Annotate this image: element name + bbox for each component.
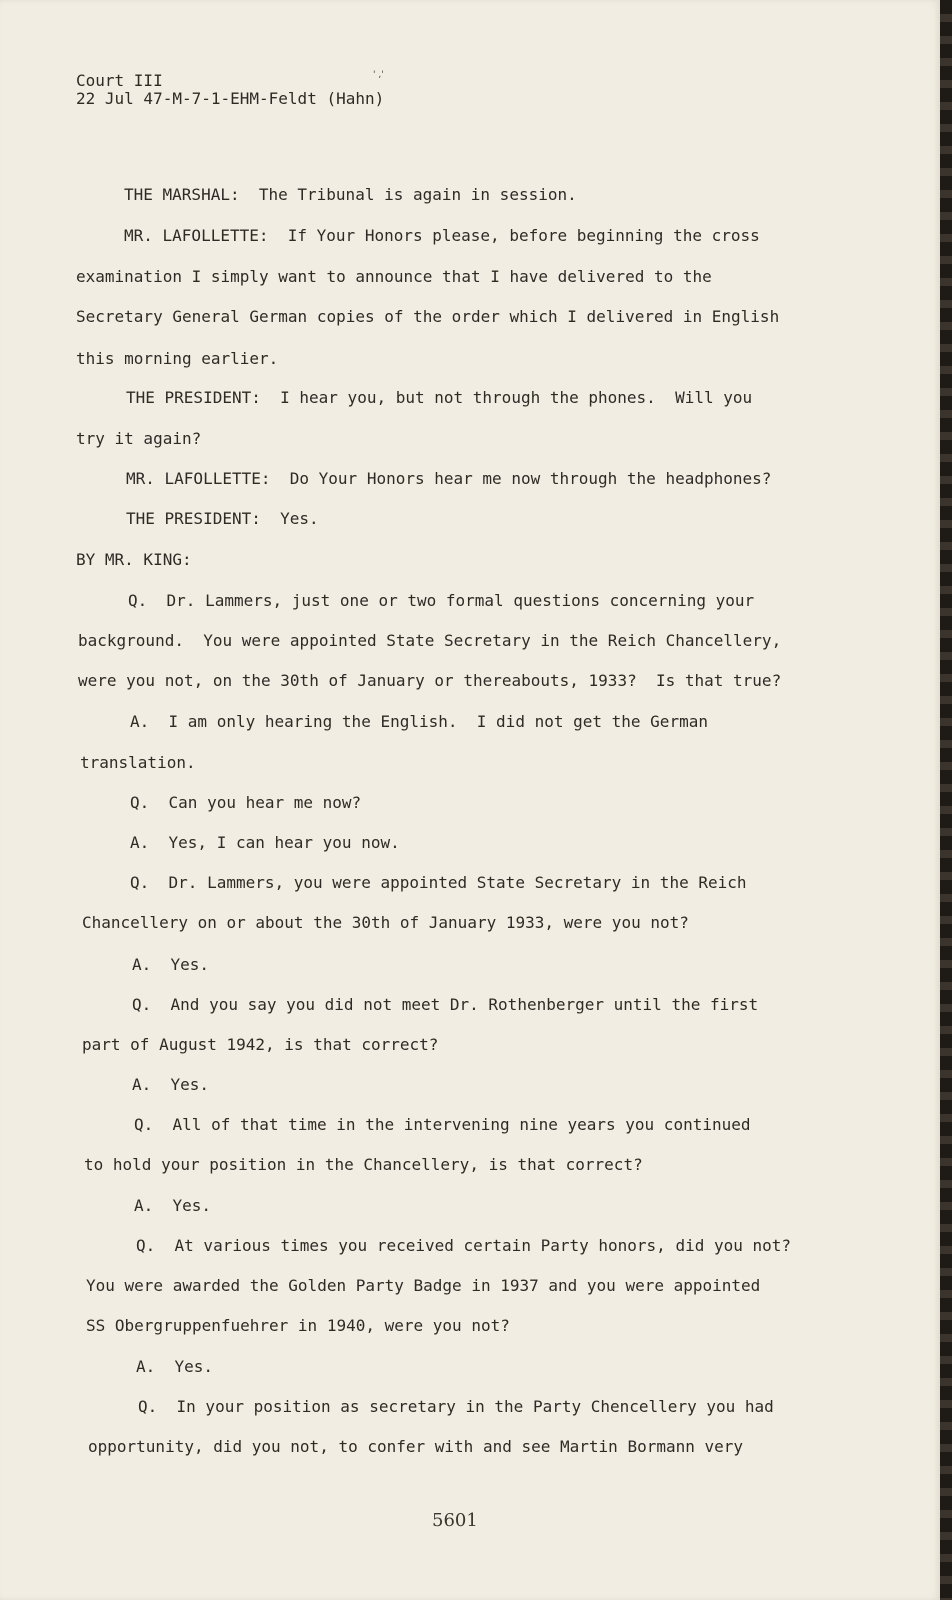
transcript-line: were you not, on the 30th of January or thereabouts, 1933? Is that true? <box>78 671 782 690</box>
transcript-line: examination I simply want to announce that I have delivered to the <box>76 267 712 286</box>
transcript-line: MR. LAFOLLETTE: If Your Honors please, before beginning the cross <box>124 226 760 245</box>
transcript-line: Q. Dr. Lammers, just one or two formal questions concerning your <box>128 591 755 610</box>
transcript-line: A. Yes. <box>136 1357 214 1376</box>
transcript-line: Q. At various times you received certain Party honors, did you not? <box>136 1236 792 1255</box>
document-header <box>76 72 384 108</box>
binding-edge <box>940 0 952 1600</box>
transcript-line: Q. Dr. Lammers, you were appointed State Secretary in the Reich <box>130 873 747 892</box>
transcript-line: translation. <box>80 753 196 772</box>
transcript-line: background. You were appointed State Secretary in the Reich Chancellery, <box>78 631 782 650</box>
page-number: 5601 <box>432 1510 478 1531</box>
transcript-line: opportunity, did you not, to confer with and see Martin Bormann very <box>88 1437 744 1456</box>
transcript-line: Q. And you say you did not meet Dr. Rothenberger until the first <box>132 995 759 1014</box>
transcript-line: to hold your position in the Chancellery, is that correct? <box>84 1155 643 1174</box>
transcript-line: Q. In your position as secretary in the Party Chencellery you had <box>138 1397 774 1416</box>
transcript-line: SS Obergruppenfuehrer in 1940, were you not? <box>86 1316 510 1335</box>
header-court: Court III <box>76 71 163 90</box>
handwritten-tick-marks: ' ,' <box>373 70 384 80</box>
transcript-line: part of August 1942, is that correct? <box>82 1035 439 1054</box>
transcript-line: A. I am only hearing the English. I did not get the German <box>130 712 708 731</box>
transcript-line: Q. Can you hear me now? <box>130 793 362 812</box>
transcript-line: Q. All of that time in the intervening nine years you continued <box>134 1115 751 1134</box>
transcript-line: try it again? <box>76 429 202 448</box>
transcript-line: A. Yes. <box>134 1196 212 1215</box>
transcript-line: this morning earlier. <box>76 349 279 368</box>
examiner-heading: BY MR. KING: <box>76 550 192 569</box>
transcript-line: A. Yes. <box>132 955 210 974</box>
transcript-line: You were awarded the Golden Party Badge in 1937 and you were appointed <box>86 1276 761 1295</box>
transcript-line: THE MARSHAL: The Tribunal is again in session. <box>124 185 577 204</box>
transcript-line: THE PRESIDENT: I hear you, but not through the phones. Will you <box>126 388 753 407</box>
transcript-line: A. Yes. <box>132 1075 210 1094</box>
transcript-line: Chancellery on or about the 30th of January 1933, were you not? <box>82 913 689 932</box>
transcript-line: MR. LAFOLLETTE: Do Your Honors hear me now through the headphones? <box>126 469 772 488</box>
transcript-line: A. Yes, I can hear you now. <box>130 833 400 852</box>
transcript-line: Secretary General German copies of the order which I delivered in English <box>76 307 780 326</box>
transcript-line: THE PRESIDENT: Yes. <box>126 509 319 528</box>
header-session-reference: 22 Jul 47-M-7-1-EHM-Feldt (Hahn) <box>76 89 385 108</box>
